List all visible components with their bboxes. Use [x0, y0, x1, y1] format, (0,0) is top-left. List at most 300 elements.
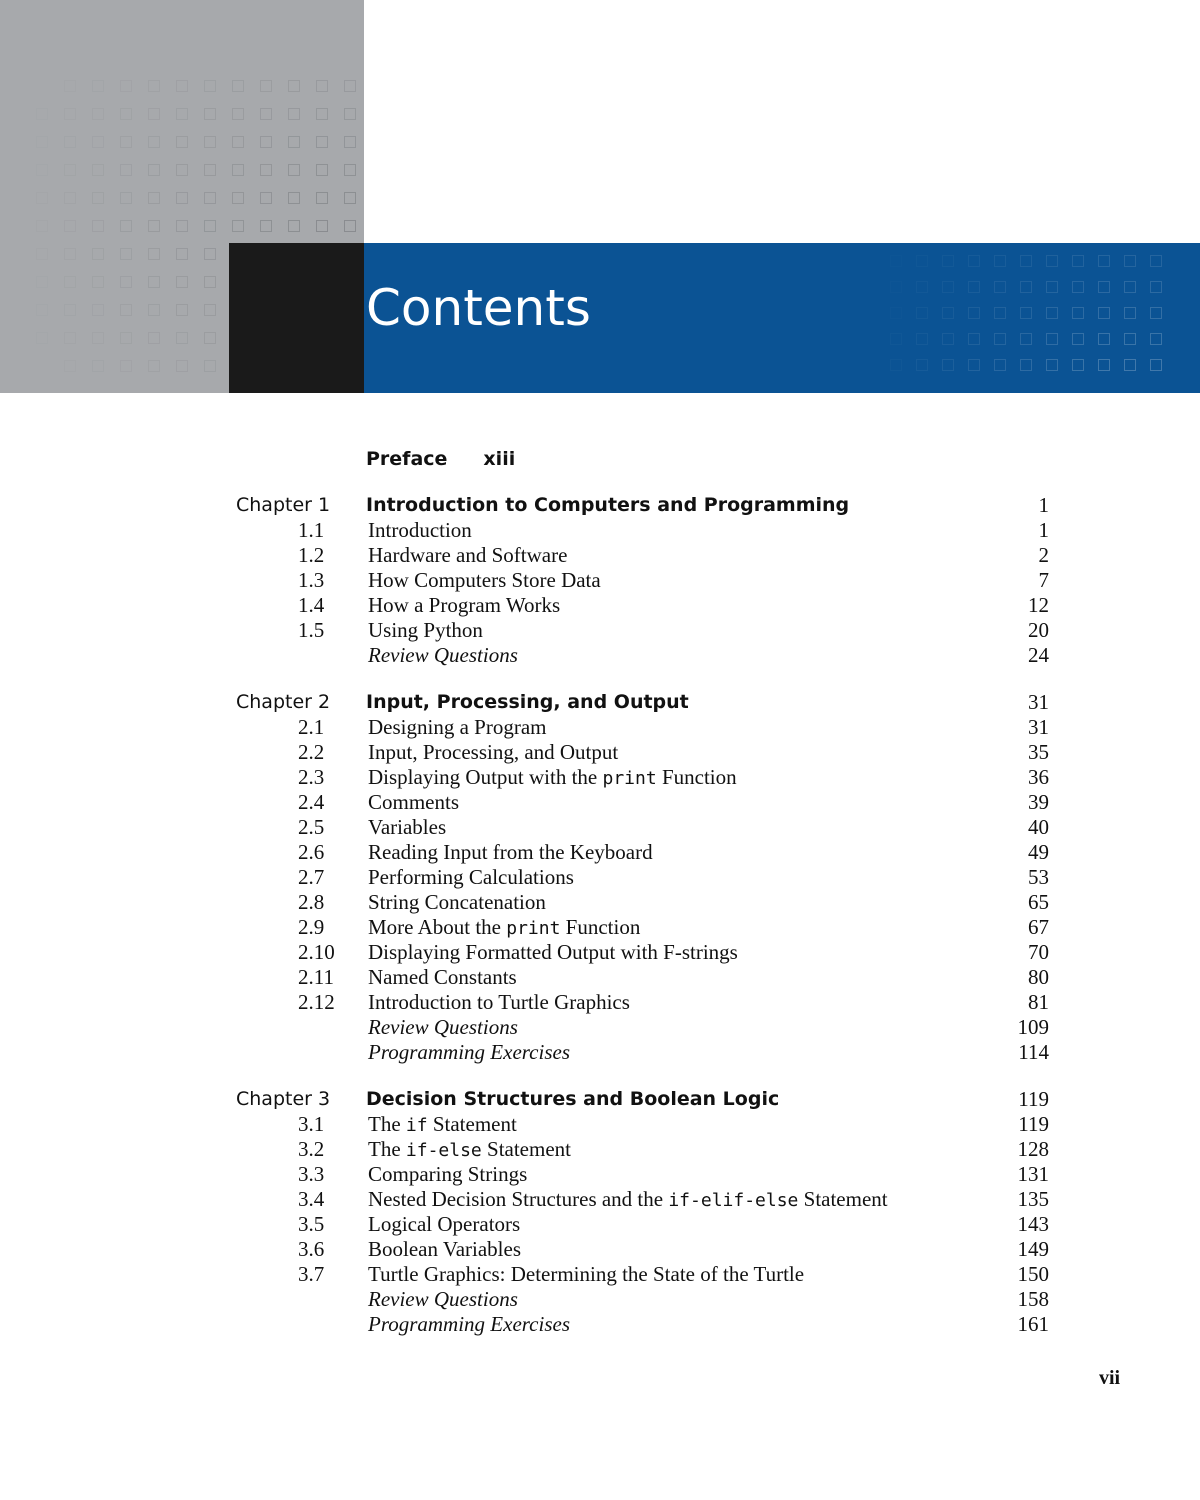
section-title	[368, 840, 653, 865]
pattern-square	[316, 164, 328, 176]
section-title	[368, 865, 574, 890]
pattern-square	[64, 80, 76, 92]
section-page: 31	[1028, 715, 1049, 739]
pattern-square	[232, 108, 244, 120]
section-title-part: Logical Operators	[368, 1212, 521, 1236]
pattern-square	[942, 333, 954, 345]
section-entry[interactable]	[0, 543, 1200, 568]
code-keyword: if-elif-else	[668, 1190, 799, 1211]
section-page: 149	[1017, 1237, 1049, 1261]
pattern-square	[1046, 281, 1058, 293]
pattern-square	[204, 304, 216, 316]
pattern-square	[176, 108, 188, 120]
code-keyword: print	[506, 918, 561, 939]
pattern-square	[204, 220, 216, 232]
pattern-square	[260, 220, 272, 232]
pattern-square	[1124, 359, 1136, 371]
pattern-square	[92, 360, 104, 372]
pattern-square	[344, 220, 356, 232]
section-title-part: Named Constants	[368, 965, 517, 989]
section-title-part: Introduction to Turtle Graphics	[368, 990, 630, 1014]
chapter-page: 1	[1038, 493, 1049, 517]
pattern-square	[148, 304, 160, 316]
section-page: 40	[1028, 815, 1049, 839]
section-page: 150	[1017, 1262, 1049, 1286]
pattern-square	[1150, 359, 1162, 371]
chapter-block	[0, 1086, 1200, 1337]
section-title	[368, 965, 517, 990]
section-number: 1.2	[298, 543, 325, 567]
pattern-square	[232, 220, 244, 232]
section-number: 2.8	[298, 890, 325, 914]
end-matter-page: 158	[1017, 1287, 1049, 1311]
pattern-square	[288, 164, 300, 176]
end-matter-entry[interactable]	[0, 1287, 1200, 1312]
section-page: 143	[1017, 1212, 1049, 1236]
pattern-square	[344, 80, 356, 92]
pattern-square	[1072, 281, 1084, 293]
pattern-square	[148, 248, 160, 260]
pattern-square	[204, 164, 216, 176]
section-title-part: Boolean Variables	[368, 1237, 521, 1261]
pattern-square	[148, 220, 160, 232]
section-title	[368, 1137, 571, 1163]
pattern-square	[92, 192, 104, 204]
pattern-square	[260, 192, 272, 204]
end-matter-page: 114	[1018, 1040, 1049, 1064]
chapter-label: Chapter 3	[236, 1088, 331, 1110]
pattern-square	[176, 136, 188, 148]
pattern-square	[120, 332, 132, 344]
pattern-square	[120, 248, 132, 260]
section-page: 20	[1028, 618, 1049, 642]
pattern-square	[916, 307, 928, 319]
section-entry[interactable]	[0, 715, 1200, 740]
pattern-square	[1124, 307, 1136, 319]
pattern-square	[148, 108, 160, 120]
section-title	[368, 1187, 888, 1213]
pattern-square	[92, 332, 104, 344]
pattern-square	[1098, 255, 1110, 267]
pattern-square	[890, 281, 902, 293]
section-title	[368, 940, 738, 965]
section-entry[interactable]	[0, 518, 1200, 543]
black-panel	[229, 243, 364, 393]
pattern-square	[316, 220, 328, 232]
pattern-square	[994, 359, 1006, 371]
section-number: 2.4	[298, 790, 325, 814]
pattern-square	[64, 360, 76, 372]
section-title-part: Statement	[481, 1137, 571, 1161]
end-matter-title: Review Questions	[368, 1015, 518, 1039]
pattern-square	[204, 108, 216, 120]
section-title	[368, 543, 567, 568]
section-title-part: More About the	[368, 915, 507, 939]
section-title	[368, 915, 640, 941]
section-page: 131	[1017, 1162, 1049, 1186]
section-entry[interactable]	[0, 965, 1200, 990]
chapter-label: Chapter 2	[236, 691, 331, 713]
pattern-square	[64, 164, 76, 176]
pattern-square	[204, 80, 216, 92]
section-page: 53	[1028, 865, 1049, 889]
pattern-square	[968, 359, 980, 371]
pattern-square	[288, 192, 300, 204]
end-matter-page: 109	[1017, 1015, 1049, 1039]
section-title-part: String Concatenation	[368, 890, 546, 914]
pattern-square	[148, 276, 160, 288]
pattern-square	[1150, 255, 1162, 267]
pattern-square	[316, 136, 328, 148]
end-matter-page: 24	[1028, 643, 1049, 667]
section-entry[interactable]	[0, 840, 1200, 865]
section-entry[interactable]	[0, 990, 1200, 1015]
section-number: 3.5	[298, 1212, 325, 1236]
section-entry[interactable]	[0, 1162, 1200, 1187]
pattern-square	[916, 359, 928, 371]
section-title-part: Comments	[368, 790, 460, 814]
pattern-square	[64, 108, 76, 120]
section-entry[interactable]	[0, 915, 1200, 940]
pattern-square	[942, 359, 954, 371]
pattern-square	[176, 248, 188, 260]
section-entry[interactable]	[0, 815, 1200, 840]
pattern-square	[64, 332, 76, 344]
section-title-part: How a Program Works	[368, 593, 561, 617]
section-title	[368, 815, 446, 840]
pattern-square	[1072, 255, 1084, 267]
section-title-part: Statement	[798, 1187, 888, 1211]
pattern-square	[1046, 255, 1058, 267]
section-page: 81	[1028, 990, 1049, 1014]
pattern-square	[36, 276, 48, 288]
pattern-square	[232, 136, 244, 148]
pattern-square	[232, 80, 244, 92]
pattern-square	[994, 255, 1006, 267]
pattern-square	[1150, 307, 1162, 319]
pattern-square	[316, 80, 328, 92]
section-page: 39	[1028, 790, 1049, 814]
pattern-square	[890, 255, 902, 267]
section-title	[368, 1237, 521, 1262]
section-title-part: The	[368, 1112, 406, 1136]
pattern-square	[1020, 333, 1032, 345]
pattern-square	[1098, 307, 1110, 319]
pattern-square	[176, 220, 188, 232]
code-keyword: if-else	[405, 1140, 482, 1161]
pattern-square	[204, 360, 216, 372]
pattern-square	[92, 220, 104, 232]
section-entry[interactable]	[0, 1262, 1200, 1287]
section-page: 36	[1028, 765, 1049, 789]
pattern-square	[36, 164, 48, 176]
pattern-square	[1046, 307, 1058, 319]
section-page: 135	[1017, 1187, 1049, 1211]
section-title-part: Function	[560, 915, 641, 939]
section-title	[368, 1112, 517, 1138]
section-title	[368, 765, 737, 791]
chapter-heading[interactable]	[0, 492, 1200, 518]
section-page: 128	[1017, 1137, 1049, 1161]
pattern-square	[1124, 255, 1136, 267]
pattern-square	[1150, 281, 1162, 293]
preface-label: Preface	[366, 448, 448, 470]
section-title	[368, 518, 472, 543]
pattern-square	[260, 164, 272, 176]
chapter-title: Input, Processing, and Output	[366, 691, 689, 713]
pattern-square	[148, 164, 160, 176]
page-title: Contents	[366, 279, 591, 337]
pattern-square	[288, 108, 300, 120]
section-number: 2.11	[298, 965, 334, 989]
pattern-square	[1098, 359, 1110, 371]
section-title-part: Performing Calculations	[368, 865, 574, 889]
section-number: 2.12	[298, 990, 335, 1014]
pattern-square	[36, 304, 48, 316]
code-keyword: if	[405, 1115, 428, 1136]
pattern-square	[148, 332, 160, 344]
pattern-square	[176, 192, 188, 204]
end-matter-title: Programming Exercises	[368, 1040, 570, 1064]
pattern-square	[316, 108, 328, 120]
section-number: 2.5	[298, 815, 325, 839]
section-title-part: Input, Processing, and Output	[368, 740, 619, 764]
section-title-part: Introduction	[368, 518, 472, 542]
section-title-part: Comparing Strings	[368, 1162, 528, 1186]
pattern-square	[176, 304, 188, 316]
end-matter-entry[interactable]	[0, 643, 1200, 668]
pattern-square	[1046, 333, 1058, 345]
pattern-square	[890, 333, 902, 345]
pattern-square	[92, 304, 104, 316]
section-page: 49	[1028, 840, 1049, 864]
pattern-square	[148, 136, 160, 148]
pattern-square	[92, 80, 104, 92]
pattern-square	[176, 80, 188, 92]
end-matter-page: 161	[1017, 1312, 1049, 1336]
pattern-square	[36, 248, 48, 260]
pattern-square	[1072, 359, 1084, 371]
pattern-square	[120, 164, 132, 176]
chapter-label: Chapter 1	[236, 494, 331, 516]
section-title	[368, 593, 560, 618]
section-title	[368, 618, 483, 643]
section-entry[interactable]	[0, 790, 1200, 815]
section-entry[interactable]	[0, 1237, 1200, 1262]
section-entry[interactable]	[0, 618, 1200, 643]
pattern-square	[120, 304, 132, 316]
pattern-square	[942, 255, 954, 267]
section-entry[interactable]	[0, 1212, 1200, 1237]
chapter-block	[0, 492, 1200, 668]
section-title	[368, 790, 459, 815]
pattern-square	[204, 136, 216, 148]
pattern-square	[204, 248, 216, 260]
section-number: 3.7	[298, 1262, 325, 1286]
section-title-part: Variables	[368, 815, 447, 839]
section-page: 70	[1028, 940, 1049, 964]
preface-entry[interactable]	[366, 448, 515, 470]
section-title	[368, 740, 618, 765]
pattern-square	[1098, 281, 1110, 293]
section-entry[interactable]	[0, 568, 1200, 593]
section-number: 3.1	[298, 1112, 325, 1136]
section-entry[interactable]	[0, 890, 1200, 915]
section-entry[interactable]	[0, 1187, 1200, 1212]
pattern-square	[92, 164, 104, 176]
pattern-square	[1020, 307, 1032, 319]
pattern-square	[176, 276, 188, 288]
pattern-square	[994, 281, 1006, 293]
pattern-square	[1150, 333, 1162, 345]
pattern-square	[120, 276, 132, 288]
pattern-square	[994, 333, 1006, 345]
section-number: 3.4	[298, 1187, 325, 1211]
pattern-square	[120, 136, 132, 148]
section-page: 67	[1028, 915, 1049, 939]
section-number: 2.9	[298, 915, 325, 939]
section-title-part: Turtle Graphics: Determining the State of the Turtle	[368, 1262, 805, 1286]
pattern-square	[148, 360, 160, 372]
end-matter-entry[interactable]	[0, 1040, 1200, 1065]
section-title-part: Using Python	[368, 618, 483, 642]
section-title-part: Designing a Program	[368, 715, 547, 739]
pattern-square	[148, 80, 160, 92]
section-title-part: How Computers Store Data	[368, 568, 601, 592]
pattern-square	[1046, 359, 1058, 371]
pattern-square	[36, 332, 48, 344]
pattern-square	[232, 164, 244, 176]
table-of-contents	[0, 492, 1200, 1358]
pattern-square	[64, 220, 76, 232]
section-entry[interactable]	[0, 1137, 1200, 1162]
preface-page: xiii	[483, 448, 516, 470]
pattern-square	[204, 276, 216, 288]
pattern-square	[204, 332, 216, 344]
pattern-square	[260, 136, 272, 148]
pattern-square	[120, 192, 132, 204]
section-page: 65	[1028, 890, 1049, 914]
section-page: 12	[1028, 593, 1049, 617]
chapter-heading[interactable]	[0, 1086, 1200, 1112]
pattern-square	[36, 192, 48, 204]
chapter-title: Introduction to Computers and Programming	[366, 494, 850, 516]
pattern-square	[36, 136, 48, 148]
chapter-page: 31	[1028, 690, 1049, 714]
section-number: 1.4	[298, 593, 325, 617]
section-page: 119	[1018, 1112, 1049, 1136]
end-matter-entry[interactable]	[0, 1015, 1200, 1040]
section-number: 2.10	[298, 940, 335, 964]
pattern-square	[316, 192, 328, 204]
pattern-square	[994, 307, 1006, 319]
pattern-square	[968, 255, 980, 267]
section-title	[368, 568, 601, 593]
section-page: 80	[1028, 965, 1049, 989]
pattern-square	[64, 276, 76, 288]
pattern-square	[92, 276, 104, 288]
chapter-page: 119	[1018, 1087, 1049, 1111]
section-entry[interactable]	[0, 940, 1200, 965]
pattern-square	[1020, 281, 1032, 293]
chapter-title: Decision Structures and Boolean Logic	[366, 1088, 780, 1110]
pattern-square	[148, 192, 160, 204]
pattern-square	[288, 136, 300, 148]
pattern-square	[204, 192, 216, 204]
chapter-heading[interactable]	[0, 689, 1200, 715]
pattern-square	[890, 307, 902, 319]
section-entry[interactable]	[0, 740, 1200, 765]
section-entry[interactable]	[0, 593, 1200, 618]
pattern-square	[64, 248, 76, 260]
section-number: 1.5	[298, 618, 325, 642]
section-page: 35	[1028, 740, 1049, 764]
section-title	[368, 1262, 804, 1287]
pattern-square	[1020, 359, 1032, 371]
pattern-square	[36, 108, 48, 120]
section-number: 2.1	[298, 715, 325, 739]
section-entry[interactable]	[0, 1112, 1200, 1137]
pattern-square	[1124, 281, 1136, 293]
pattern-square	[890, 359, 902, 371]
pattern-square	[1124, 333, 1136, 345]
pattern-square	[92, 248, 104, 260]
pattern-square	[92, 108, 104, 120]
pattern-square	[64, 192, 76, 204]
pattern-square	[36, 220, 48, 232]
section-title	[368, 1212, 520, 1237]
pattern-square	[916, 281, 928, 293]
pattern-square	[176, 332, 188, 344]
section-title-part: Hardware and Software	[368, 543, 568, 567]
pattern-square	[942, 281, 954, 293]
section-title	[368, 990, 630, 1015]
section-title-part: Function	[656, 765, 737, 789]
section-entry[interactable]	[0, 765, 1200, 790]
pattern-square	[288, 80, 300, 92]
pattern-square	[968, 307, 980, 319]
section-page: 7	[1038, 568, 1049, 592]
section-number: 3.3	[298, 1162, 325, 1186]
pattern-square	[1098, 333, 1110, 345]
pattern-square	[968, 333, 980, 345]
section-title	[368, 1162, 527, 1187]
end-matter-entry[interactable]	[0, 1312, 1200, 1337]
end-matter-title: Programming Exercises	[368, 1312, 570, 1336]
end-matter-title: Review Questions	[368, 643, 518, 667]
section-number: 2.6	[298, 840, 325, 864]
section-number: 2.7	[298, 865, 325, 889]
pattern-square	[120, 80, 132, 92]
pattern-square	[64, 136, 76, 148]
section-entry[interactable]	[0, 865, 1200, 890]
section-number: 3.6	[298, 1237, 325, 1261]
pattern-square	[344, 136, 356, 148]
pattern-square	[120, 360, 132, 372]
section-title-part: Displaying Formatted Output with F-strings	[368, 940, 738, 964]
pattern-square	[232, 192, 244, 204]
section-title	[368, 715, 546, 740]
section-number: 2.2	[298, 740, 325, 764]
section-title-part: Displaying Output with the	[368, 765, 603, 789]
pattern-square	[942, 307, 954, 319]
pattern-square	[916, 255, 928, 267]
pattern-square	[64, 304, 76, 316]
pattern-square	[120, 220, 132, 232]
chapter-header	[0, 0, 1200, 393]
section-title-part: Nested Decision Structures and the	[368, 1187, 669, 1211]
code-keyword: print	[602, 768, 657, 789]
